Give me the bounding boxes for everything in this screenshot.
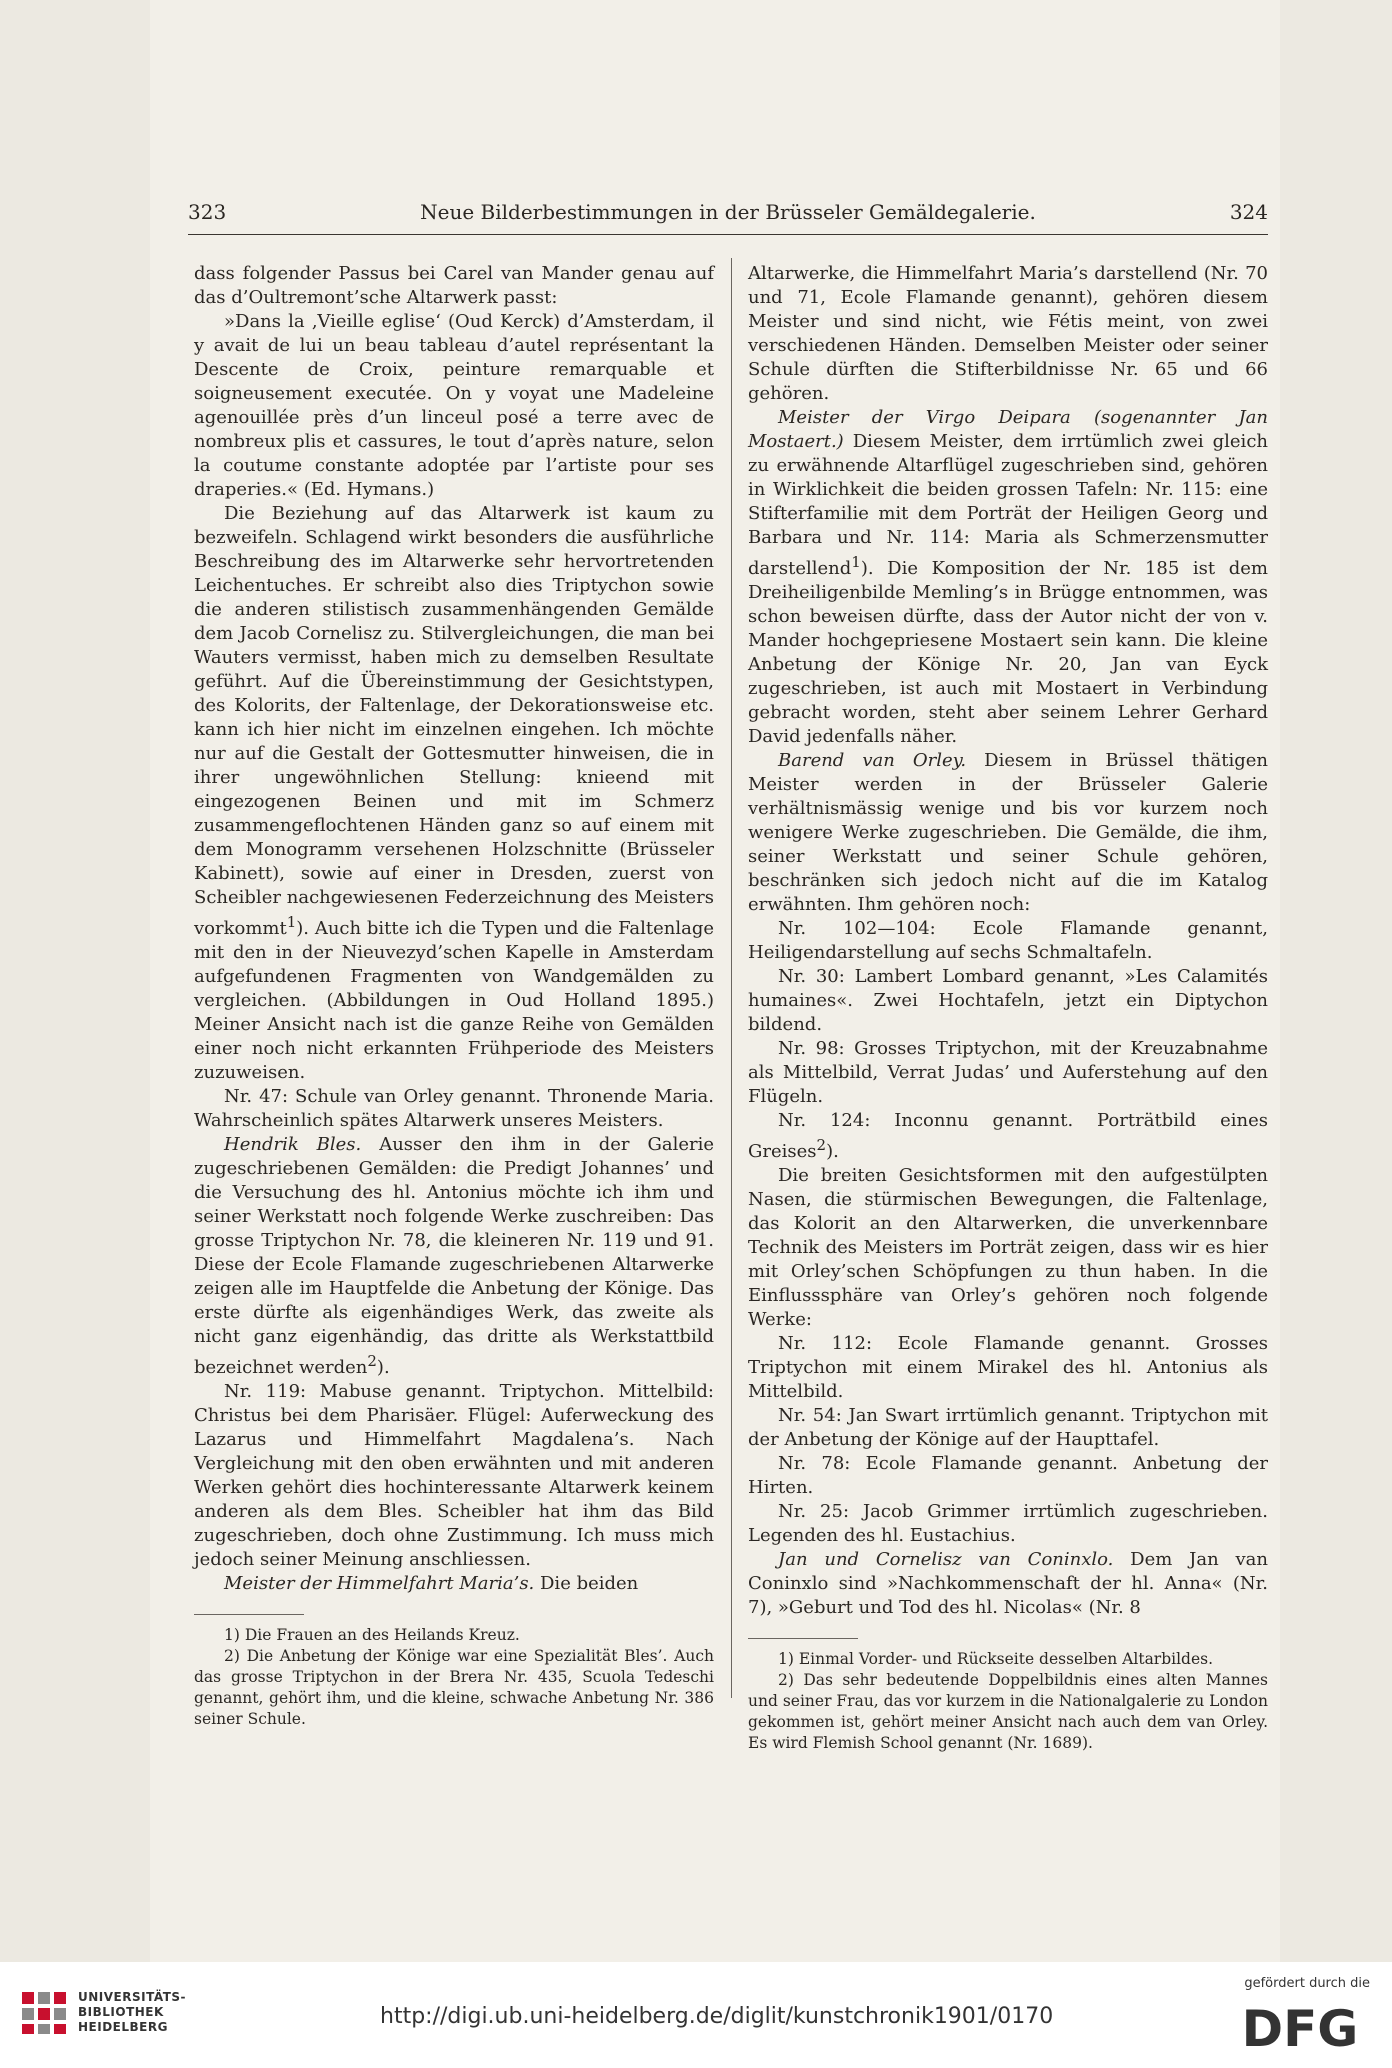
right-column <box>748 262 1268 1754</box>
left-column <box>194 262 714 1730</box>
paragraph: Meister der Himmelfahrt Maria’s. Die beiden <box>224 1573 639 1594</box>
dfg-logo-icon[interactable] <box>1230 1998 1370 2054</box>
paragraph: Hendrik Bles. Ausser den ihm in der Galerie zugeschriebenen Gemälden: die Predigt Johannes’ und die Versuchung des hl. Antonius möchte ich ihm und seiner Werkstatt noch folgende Werke zuschreiben: Das grosse Triptychon Nr. 78, die kleineren Nr. 119 und 91. Diese der Ecole Flamande zugeschriebenen Altarwerke zeigen alle im Hauptfelde die Anbetung der Könige. Das erste dürfte als eigenhändiges Werk, das zweite als nicht ganz eigenhändig, das dritte als Werkstattbild bezeichnet werden$^2$). <box>194 1134 714 1378</box>
paragraph: Nr. 119: Mabuse genannt. Triptychon. Mittelbild: Christus bei dem Pharisäer. Flügel: Auferweckung des Lazarus und Himmelfahrt Magdalena’s. Nach Vergleichung mit den oben erwähnten und mit anderen Werken gehört dies hochinteressante Altarwerk keinem anderen als dem Bles. Scheibler hat ihm das Bild zugeschrieben, doch ohne Zustimmung. Ich muss mich jedoch seiner Meinung anschliessen. <box>194 1381 714 1570</box>
dfg-logo-text: DFG <box>1241 2000 1359 2054</box>
paragraph: Nr. 54: Jan Swart irrtümlich genannt. Triptychon mit der Anbetung der Könige auf der Haupttafel. <box>748 1405 1268 1450</box>
quote-paragraph: »Dans la ‚Vieille eglise‘ (Oud Kerck) d’Amsterdam, il y avait de lui un beau tableau d’autel représentant la Descente de Croix, peinture remarquable et soigneusement executée. On y voyat une Madeleine agenouillée près d’un linceul posé a terre avec de nombreux plis et cassures, le tout d’après nature, selon la coutume constante adoptée par l’artiste pour ses draperies.« (Ed. Hymans.) <box>194 311 714 500</box>
paragraph: Nr. 98: Grosses Triptychon, mit der Kreuzabnahme als Mittelbild, Verrat Judas’ und Auferstehung auf den Flügeln. <box>748 1038 1268 1107</box>
paragraph: Nr. 30: Lambert Lombard genannt, »Les Calamités humaines«. Zwei Hochtafeln, jetzt ein Diptychon bildend. <box>748 966 1268 1035</box>
university-library-name[interactable]: UNIVERSITÄTS- BIBLIOTHEK HEIDELBERG <box>78 1990 187 2034</box>
footnote-ref[interactable]: 1 <box>286 913 297 931</box>
artist-name: Barend van Orley. <box>778 750 967 771</box>
footnote: 1) Einmal Vorder- und Rückseite desselben Altarbildes. <box>778 1650 1214 1668</box>
running-header <box>188 200 1268 236</box>
viewer-footer <box>0 1962 1392 2068</box>
header-rule <box>188 234 1268 235</box>
artist-name: Hendrik Bles. <box>224 1134 362 1155</box>
artist-name: Meister der Virgo Deipara (sogenannter Jan Mostaert.) <box>748 407 1268 452</box>
paragraph: Barend van Orley. Diesem in Brüssel thätigen Meister werden in der Brüsseler Galerie verhältnismässig wenige und bis vor kurzem noch wenigere Werke zugeschrieben. Die Gemälde, die ihm, seiner Werkstatt und seiner Schule gehören, beschränken sich jedoch nicht auf die im Katalog erwähnten. Ihm gehören noch: <box>748 750 1268 915</box>
footnote: 1) Die Frauen an des Heilands Kreuz. <box>224 1626 520 1644</box>
paragraph: Jan und Cornelisz van Coninxlo. Dem Jan van Coninxlo sind »Nachkommenschaft der hl. Anna« (Nr. 7), »Geburt und Tod des hl. Nicolas« (Nr. 8 <box>748 1549 1268 1618</box>
paragraph: Altarwerke, die Himmelfahrt Maria’s darstellend (Nr. 70 und 71, Ecole Flamande genannt), gehören diesem Meister und sind nicht, wie Fétis meint, von zwei verschiedenen Händen. Demselben Meister oder seiner Schule dürften die Stifterbildnisse Nr. 65 und 66 gehören. <box>748 263 1268 404</box>
permalink-url[interactable]: http://digi.ub.uni-heidelberg.de/diglit/kunstchronik1901/0170 <box>380 2004 1054 2029</box>
footnotes <box>748 1649 1268 1754</box>
footnote-rule <box>194 1614 304 1615</box>
paragraph: Die breiten Gesichtsformen mit den aufgestülpten Nasen, die stürmischen Bewegungen, die Faltenlage, das Kolorit an den Altarwerken, die unverkennbare Technik des Meisters im Porträt zeigen, dass wir es hier mit Orley’schen Schöpfungen zu thun haben. In die Einflusssphäre van Orley’s gehören noch folgende Werke: <box>748 1165 1268 1330</box>
footnote-ref[interactable]: 2 <box>816 1136 827 1154</box>
university-library-logo-icon[interactable] <box>20 1988 70 2036</box>
artist-name: Meister der Himmelfahrt Maria’s. <box>224 1573 535 1594</box>
footnotes <box>194 1625 714 1730</box>
paragraph: Nr. 124: Inconnu genannt. Porträtbild eines Greises$^2$). <box>748 1110 1268 1162</box>
paragraph: Nr. 78: Ecole Flamande genannt. Anbetung der Hirten. <box>748 1453 1268 1498</box>
paragraph: dass folgender Passus bei Carel van Mander genau auf das d’Oultremont’sche Altarwerk passt: <box>194 263 714 308</box>
footnote: 2) Das sehr bedeutende Doppelbildnis eines alten Mannes und seiner Frau, das vor kurzem in die Nationalgalerie zu London gekommen ist, gehört meiner Ansicht nach auch dem van Orley. Es wird Flemish School genannt (Nr. 1689). <box>748 1671 1268 1752</box>
paragraph: Nr. 112: Ecole Flamande genannt. Grosses Triptychon mit einem Mirakel des hl. Antonius als Mittelbild. <box>748 1333 1268 1402</box>
page-number-right: 324 <box>1229 200 1268 224</box>
footnote-ref[interactable]: 2 <box>367 1352 377 1370</box>
sponsor-label: gefördert durch die <box>1244 1976 1370 1991</box>
column-rule <box>731 258 732 1698</box>
paragraph: Die Beziehung auf das Altarwerk ist kaum zu bezweifeln. Schlagend wirkt besonders die ausführliche Beschreibung des im Altarwerke sehr hervortretenden Leichentuches. Er schreibt also dies Triptychon sowie die anderen stilistisch zusammenhängenden Gemälde dem Jacob Cornelisz zu. Stilvergleichungen, die man bei Wauters vermisst, haben mich zu demselben Resultate geführt. Auf die Übereinstimmung der Gesichtstypen, des Kolorits, der Faltenlage, der Dekorationsweise etc. kann ich hier nicht im einzelnen eingehen. Ich möchte nur auf die Gestalt der Gottesmutter hinweisen, die in ihrer ungewöhnlichen Stellung: knieend mit eingezogenen Beinen und mit im Schmerz zusammengeflochtenen Händen ganz so auf einem mit dem Monogramm versehenen Holzschnitte (Brüsseler Kabinett), sowie auf einer in Dresden, zuerst von Scheibler nachgewiesenen Federzeichnung des Meisters vorkommt$^1$). Auch bitte ich die Typen und die Faltenlage mit den in der Nieuvezyd’schen Kapelle in Amsterdam aufgefundenen Fragmenten von Wandgemälden zu vergleichen. (Abbildungen in Oud Holland 1895.) Meiner Ansicht nach ist die ganze Reihe von Gemälden einer noch nicht erkannten Frühperiode des Meisters zuzuweisen. <box>194 503 714 1083</box>
page-number-left: 323 <box>188 200 227 224</box>
paragraph: Nr. 25: Jacob Grimmer irrtümlich zugeschrieben. Legenden des hl. Eustachius. <box>748 1501 1268 1546</box>
footnote-rule <box>748 1638 858 1639</box>
paragraph: Nr. 102—104: Ecole Flamande genannt, Heiligendarstellung auf sechs Schmaltafeln. <box>748 918 1268 963</box>
footnote-ref[interactable]: 1 <box>851 553 861 571</box>
paragraph: Nr. 47: Schule van Orley genannt. Thronende Maria. Wahrscheinlich spätes Altarwerk unseres Meisters. <box>194 1086 714 1131</box>
artist-name: Jan und Cornelisz van Coninxlo. <box>778 1549 1114 1570</box>
footnote: 2) Die Anbetung der Könige war eine Spezialität Bles’. Auch das grosse Triptychon in der Brera Nr. 435, Scuola Tedeschi genannt, gehört ihm, und die kleine, schwache Anbetung Nr. 386 seiner Schule. <box>194 1647 714 1728</box>
running-title: Neue Bilderbestimmungen in der Brüsseler Gemäldegalerie. <box>420 200 1036 224</box>
paragraph: Meister der Virgo Deipara (sogenannter Jan Mostaert.) Diesem Meister, dem irrtümlich zwei gleich zu erwähnende Altarflügel zugeschrieben sind, gehören in Wirklichkeit die beiden grossen Tafeln: Nr. 115: eine Stifterfamilie mit dem Porträt der Heiligen Georg und Barbara und Nr. 114: Maria als Schmerzensmutter darstellend$^1$). Die Komposition der Nr. 185 ist dem Dreiheiligenbilde Memling’s in Brügge entnommen, was schon beweisen dürfte, dass der Autor nicht der von v. Mander hochgepriesene Mostaert sein kann. Die kleine Anbetung der Könige Nr. 20, Jan van Eyck zugeschrieben, ist auch mit Mostaert in Verbindung gebracht worden, steht aber seinem Lehrer Gerhard David jedenfalls näher. <box>748 407 1268 747</box>
